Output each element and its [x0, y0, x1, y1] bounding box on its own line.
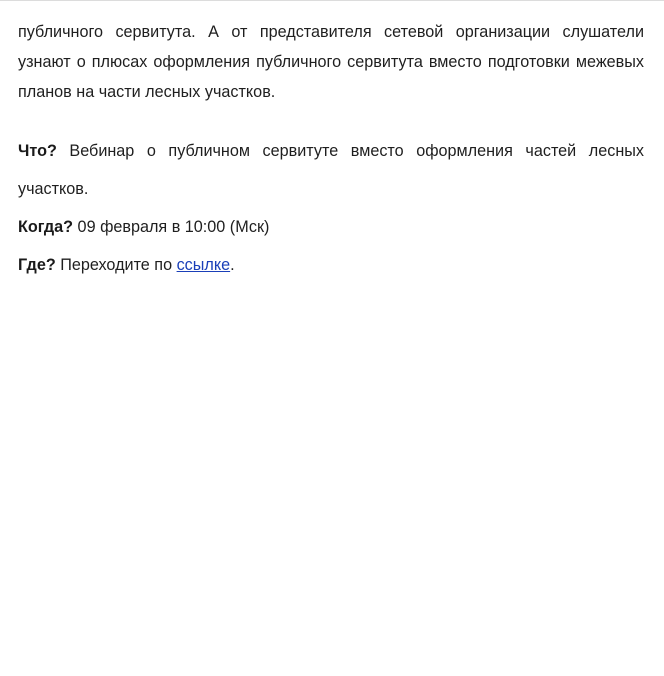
event-link[interactable]: ссылке	[176, 256, 231, 274]
what-label: Что?	[18, 142, 57, 160]
where-text-after: .	[230, 256, 235, 274]
intro-paragraph: публичного сервитута. А от представителя сетевой организации слушатели узнают о плюсах оформления публичного сервитута вместо подготовки межевых планов на части лесных участков.	[18, 23, 644, 101]
where-text-before: Переходите по	[55, 256, 177, 274]
when-label: Когда?	[18, 218, 74, 236]
what-paragraph	[18, 132, 644, 208]
what-text: Вебинар о публичном сервитуте вместо оформления частей лесных участков.	[18, 142, 644, 198]
when-text: 09 февраля в 10:00 (Мск)	[73, 218, 270, 236]
where-paragraph	[18, 246, 644, 284]
where-label: Где?	[18, 256, 56, 274]
when-paragraph	[18, 208, 644, 246]
